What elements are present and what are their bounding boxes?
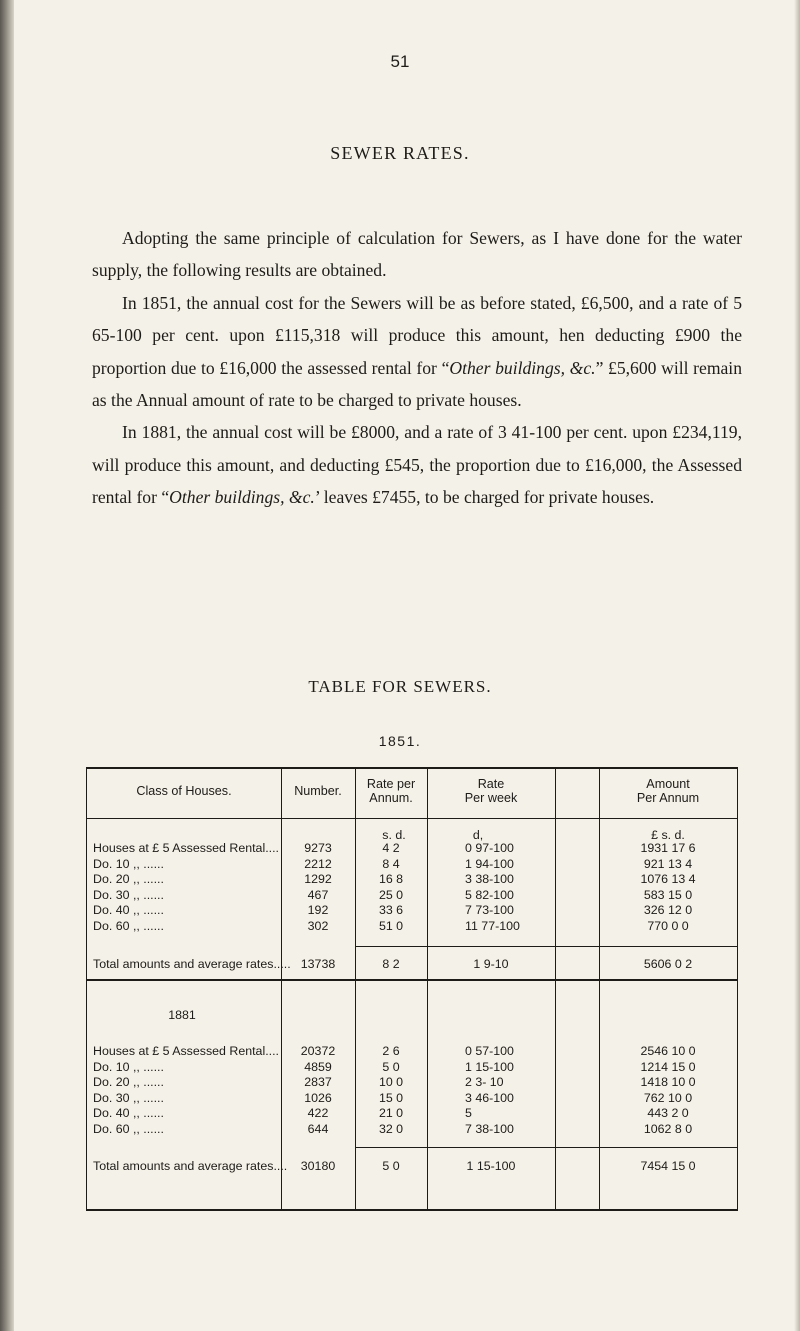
paragraph-2 [92,287,742,417]
paragraph-2-text-b: ” £5,600 will remain as the Annual amount of rate to be charged to private houses. [92,357,742,411]
row-number: 467 [307,887,329,902]
row-class: Do. 20 ,, ...... [93,1075,164,1089]
paragraph-3-text-b: ’ leaves £7455, to be charged for private houses. [314,487,655,508]
row-number: 302 [307,918,329,933]
table-row [87,872,737,886]
row-rate-annum: 8 4 [382,856,400,871]
units-rate-annum: s. d. [382,828,406,842]
table-year-heading: 1851. [378,733,422,749]
row-amount: 583 15 0 [643,887,693,902]
row-rate-annum: 33 6 [378,903,404,917]
header-amount [599,777,737,805]
row-number: 1292 [304,872,332,886]
header-rate-annum-line1: Rate per [366,777,416,791]
paragraph-2-text-a: In 1851, the annual cost for the Sewers will be as before stated, £6,500, and a rate of 5 65-100 per cent. upon £115,318 will produce this amount, hen deducting £900 the proportion due to £16,000 the assessed rental for “ [92,292,742,378]
row-number: 1026 [304,1090,332,1105]
header-class: Class of Houses. [136,784,232,798]
table-row [87,841,737,855]
row-rate-annum: 10 0 [378,1075,404,1089]
sewer-rates-table [86,767,738,1211]
row-number: 422 [307,1106,329,1120]
row-number: 192 [307,903,329,917]
row-rate-week: 3 38-100 [465,872,514,886]
row-rate-week: 0 97-100 [465,841,514,855]
row-amount: 1931 17 6 [640,841,696,855]
row-amount: 326 12 0 [643,903,693,917]
row-class: Houses at £ 5 Assessed Rental.... [93,841,279,855]
row-number: 4859 [304,1059,332,1074]
total-week-1851: 1 9-10 [473,957,509,971]
paragraph-1: Adopting the same principle of calculation for Sewers, as I have done for the water supply, the following results are obtained. [92,228,742,281]
table-title: TABLE FOR SEWERS. [308,677,492,696]
header-rule [87,818,737,819]
total-amount-1881: 7454 15 0 [640,1159,696,1173]
table-row [87,1122,737,1136]
table-row [87,1075,737,1089]
page-number: 51 [390,52,410,71]
row-amount: 443 2 0 [647,1106,689,1120]
total-week-1881: 1 15-100 [466,1159,516,1173]
row-rate-week: 11 77-100 [465,918,520,933]
paragraph-3-italic: Other buildings, &c. [169,487,315,508]
section-rule [87,979,737,981]
row-number: 9273 [304,841,332,855]
row-number: 2212 [304,856,332,871]
total-rate-1851: 8 2 [382,957,400,971]
row-rate-week: 0 57-100 [465,1044,514,1058]
row-class: Do. 10 ,, ...... [93,856,164,871]
row-rate-annum: 15 0 [378,1090,404,1105]
header-rate-annum-line2: Annum. [369,791,413,805]
table-row [87,1091,737,1105]
row-rate-annum: 51 0 [378,918,404,933]
table-row [87,1060,737,1074]
total-label-1881: Total amounts and average rates.... [93,1159,288,1173]
page-title: SEWER RATES. [330,143,470,163]
row-rate-week: 3 46-100 [465,1090,514,1105]
table-row [87,1106,737,1120]
row-class: Do. 30 ,, ...... [93,1090,164,1105]
total-number-1851: 13738 [300,957,336,971]
units-rate-week: d, [472,828,484,842]
row-rate-week: 7 73-100 [465,903,514,917]
total-row-1851 [87,957,737,971]
body-text [92,222,742,514]
header-rate-week [427,777,555,805]
row-number: 644 [307,1121,329,1136]
header-amount-line2: Per Annum [636,791,700,805]
row-rate-annum: 21 0 [378,1106,404,1120]
header-rate-week-line2: Per week [464,791,518,805]
row-amount: 1062 8 0 [643,1121,693,1136]
row-class: Houses at £ 5 Assessed Rental.... [93,1044,279,1058]
row-rate-week: 5 82-100 [465,887,514,902]
paragraph-2-italic: Other buildings, &c. [449,357,596,378]
row-class: Do. 40 ,, ...... [93,1106,164,1120]
table-row [87,1044,737,1058]
total-amount-1851: 5606 0 2 [643,957,693,971]
table-row [87,903,737,917]
total-rule-1881 [355,1147,737,1148]
row-amount: 762 10 0 [643,1090,693,1105]
paragraph-3 [92,416,742,513]
row-number: 2837 [304,1075,332,1089]
row-rate-week: 7 38-100 [465,1121,514,1136]
total-rate-1881: 5 0 [382,1159,400,1173]
section-1881-title: 1881 [168,1008,196,1022]
row-rate-annum: 32 0 [378,1121,404,1136]
row-amount: 1418 10 0 [640,1075,696,1089]
total-row-1881 [87,1159,737,1173]
row-class: Do. 30 ,, ...... [93,887,164,902]
row-amount: 1076 13 4 [640,872,696,886]
header-amount-line1: Amount [646,777,690,791]
row-amount: 1214 15 0 [640,1059,696,1074]
units-row [87,828,737,842]
total-number-1881: 30180 [300,1159,336,1173]
paragraph-3-text-a: In 1881, the annual cost will be £8000, and a rate of 3 41-100 per cent. upon £234,119, will produce this amount, and deducting £545, the proportion due to £16,000, the Assessed rental for “ [92,422,742,508]
row-amount: 2546 10 0 [640,1044,696,1058]
row-amount: 770 0 0 [647,918,689,933]
row-rate-week: 1 15-100 [465,1059,514,1074]
row-rate-annum: 2 6 [382,1044,400,1058]
total-label-1851: Total amounts and average rates..... [93,957,291,971]
units-amount: £ s. d. [651,828,685,842]
row-rate-annum: 16 8 [378,872,404,886]
page-right-edge [794,0,800,1331]
row-rate-annum: 4 2 [382,841,400,855]
row-rate-week: 1 94-100 [465,856,514,871]
table-row [87,919,737,933]
total-rule-1851 [355,946,737,947]
row-class: Do. 10 ,, ...... [93,1059,164,1074]
row-class: Do. 20 ,, ...... [93,872,164,886]
row-class: Do. 40 ,, ...... [93,903,164,917]
table-row [87,857,737,871]
page-binding-edge [0,0,14,1331]
row-class: Do. 60 ,, ...... [93,1121,164,1136]
row-rate-annum: 5 0 [382,1059,400,1074]
table-row [87,888,737,902]
row-class: Do. 60 ,, ...... [93,918,164,933]
header-rate-annum [355,777,427,805]
header-rate-week-line1: Rate [477,777,505,791]
row-rate-week: 2 3- 10 [465,1075,504,1089]
row-rate-week: 5 [465,1106,472,1120]
row-rate-annum: 25 0 [378,887,404,902]
header-number: Number. [294,784,342,798]
row-amount: 921 13 4 [643,856,693,871]
row-number: 20372 [300,1044,336,1058]
